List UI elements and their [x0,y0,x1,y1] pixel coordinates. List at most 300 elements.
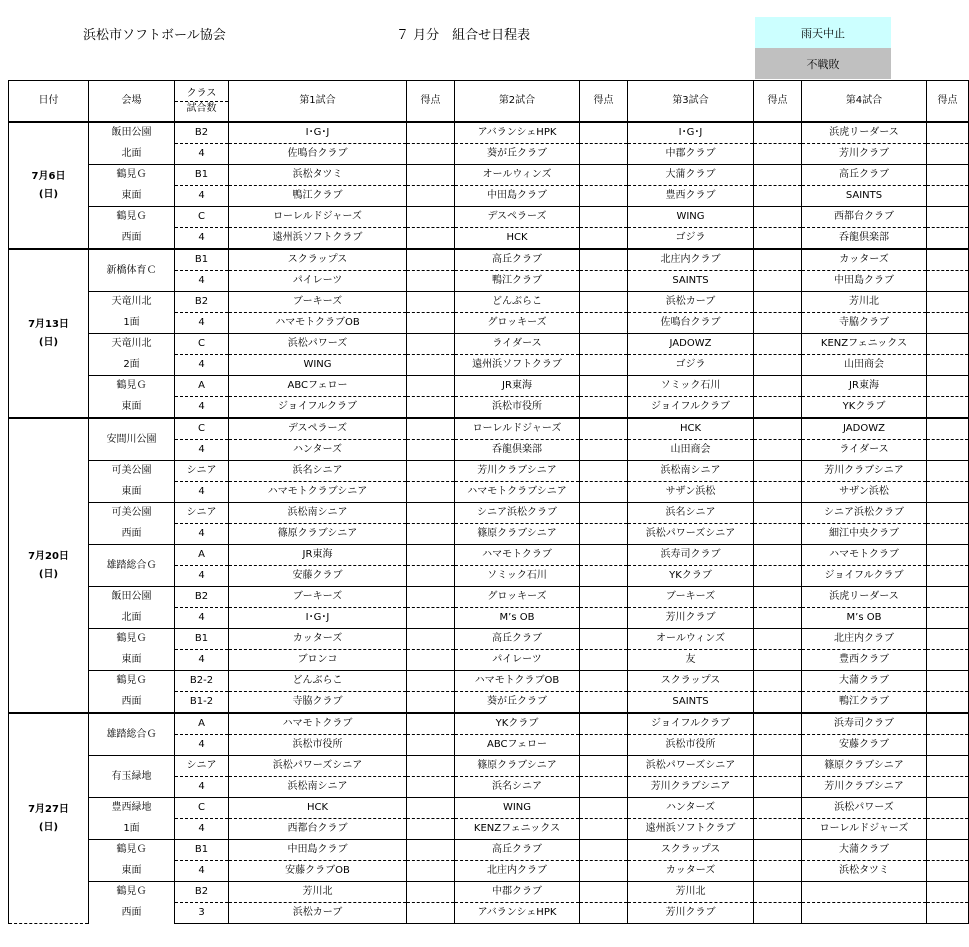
score-cell [580,903,628,924]
team-cell: 浜松カーブ [628,292,754,313]
game-count-cell: 4 [175,650,229,671]
score-cell [407,249,455,271]
score-cell [754,777,802,798]
score-cell [927,819,969,840]
table-row [9,122,969,144]
team-cell: 浜松パワーズシニア [628,524,754,545]
team-cell [802,882,927,903]
table-row [9,397,969,419]
team-cell: ジョイフルクラブ [229,397,407,419]
score-cell [754,524,802,545]
team-cell: M’s OB [455,608,580,629]
score-cell [407,503,455,524]
schedule-table [8,80,969,924]
team-cell: 鴨江クラブ [802,692,927,714]
table-row [9,355,969,376]
class-cell: A [175,545,229,566]
table-row [9,207,969,228]
score-cell [580,840,628,861]
team-cell: 安藤クラブ [802,735,927,756]
score-cell [927,756,969,777]
score-cell [580,376,628,397]
game-count-cell: 4 [175,482,229,503]
match-date [9,713,89,924]
score-cell [407,692,455,714]
header-class-top: クラス [175,87,228,102]
table-row [9,671,969,692]
team-cell: ゴジラ [628,228,754,250]
team-cell: WING [229,355,407,376]
team-cell: ジョイフルクラブ [628,713,754,735]
team-cell: サザン浜松 [628,482,754,503]
team-cell: 芳川クラブ [628,608,754,629]
table-row [9,650,969,671]
venue-name: 飯田公園 [89,587,175,608]
score-cell [580,608,628,629]
score-cell [927,903,969,924]
score-cell [754,735,802,756]
score-cell [580,292,628,313]
venue-sub: 西面 [89,228,175,250]
team-cell: HCK [628,418,754,440]
table-row [9,756,969,777]
table-row [9,186,969,207]
table-row [9,861,969,882]
team-cell: 芳川クラブシニア [802,777,927,798]
table-row [9,165,969,186]
team-cell: パイレーツ [229,271,407,292]
score-cell [407,545,455,566]
team-cell: ハマモトクラブ [455,545,580,566]
team-cell: ハマモトクラブシニア [229,482,407,503]
score-cell [580,461,628,482]
score-cell [927,545,969,566]
score-cell [580,122,628,144]
score-cell [754,756,802,777]
score-cell [407,777,455,798]
team-cell: 浜松南シニア [229,777,407,798]
class-cell: シニア [175,461,229,482]
team-cell: 遠州浜ソフトクラブ [455,355,580,376]
day-of-week: (日) [38,568,59,580]
table-row [9,903,969,924]
class-cell: B1 [175,629,229,650]
score-cell [927,397,969,419]
team-cell: SAINTS [802,186,927,207]
team-cell [802,903,927,924]
score-cell [927,144,969,165]
venue-sub: 2面 [89,355,175,376]
team-cell: カッターズ [802,249,927,271]
team-cell: 佐鳴台クラブ [628,313,754,334]
team-cell: 鴨江クラブ [455,271,580,292]
score-cell [580,249,628,271]
team-cell: 芳川北 [628,882,754,903]
score-cell [754,545,802,566]
score-cell [754,376,802,397]
score-cell [754,334,802,355]
team-cell: JADOWZ [802,418,927,440]
team-cell: 芳川北 [802,292,927,313]
game-count-cell: 4 [175,566,229,587]
score-cell [754,629,802,650]
score-cell [927,228,969,250]
venue-name: 鶴見Ｇ [89,882,175,903]
team-cell: サザン浜松 [802,482,927,503]
class-cell: B2 [175,882,229,903]
team-cell: 浜松南シニア [628,461,754,482]
class-cell: シニア [175,756,229,777]
team-cell: アバランシェHPK [455,122,580,144]
team-cell: 浜名シニア [455,777,580,798]
header-class [175,81,229,123]
score-cell [927,355,969,376]
score-cell [580,692,628,714]
score-cell [927,566,969,587]
date-label: 7月27日 [28,803,69,815]
score-cell [754,692,802,714]
team-cell: 山田商会 [802,355,927,376]
class-cell: シニア [175,503,229,524]
score-cell [580,440,628,461]
header-game4: 第4試合 [802,81,927,123]
team-cell: HCK [229,798,407,819]
team-cell: 高丘クラブ [455,840,580,861]
team-cell: YKクラブ [802,397,927,419]
score-cell [407,629,455,650]
team-cell: ソミック石川 [455,566,580,587]
team-cell: 中郡クラブ [628,144,754,165]
score-cell [754,122,802,144]
score-cell [580,798,628,819]
venue-name: 鶴見Ｇ [89,671,175,692]
team-cell: I･G･J [229,608,407,629]
score-cell [754,461,802,482]
score-cell [407,903,455,924]
score-cell [927,122,969,144]
score-cell [927,587,969,608]
game-count-cell: 4 [175,271,229,292]
team-cell: 友 [628,650,754,671]
table-row [9,228,969,250]
score-cell [754,608,802,629]
team-cell: どんぶらこ [229,671,407,692]
venue-sub: 1面 [89,313,175,334]
team-cell: JR東海 [455,376,580,397]
team-cell: ライダース [455,334,580,355]
game-count-cell: 4 [175,440,229,461]
team-cell: WING [455,798,580,819]
score-cell [927,861,969,882]
score-cell [580,313,628,334]
score-cell [754,798,802,819]
table-row [9,545,969,566]
team-cell: グロッキーズ [455,313,580,334]
score-cell [580,882,628,903]
team-cell: ライダース [802,440,927,461]
score-cell [407,334,455,355]
venue-sub: 1面 [89,819,175,840]
venue-sub: 北面 [89,608,175,629]
class-cell: B1 [175,840,229,861]
table-row [9,587,969,608]
table-row [9,840,969,861]
game-count-cell: 4 [175,355,229,376]
table-row [9,461,969,482]
team-cell: 安藤クラブ [229,566,407,587]
team-cell: WING [628,207,754,228]
header-game1: 第1試合 [229,81,407,123]
team-cell: 大蒲クラブ [802,671,927,692]
team-cell: 浜名シニア [628,503,754,524]
team-cell: 浜寿司クラブ [628,545,754,566]
team-cell: 北庄内クラブ [802,629,927,650]
team-cell: 中田島クラブ [229,840,407,861]
score-cell [927,524,969,545]
team-cell: 大蒲クラブ [802,840,927,861]
team-cell: ローレルドジャーズ [229,207,407,228]
venue-name: 鶴見Ｇ [89,376,175,397]
score-cell [754,819,802,840]
team-cell: 呑龍倶楽部 [802,228,927,250]
score-cell [927,503,969,524]
header-score2: 得点 [580,81,628,123]
team-cell: 浜松パワーズ [802,798,927,819]
score-cell [407,228,455,250]
score-cell [754,271,802,292]
team-cell: 浜虎リーダース [802,122,927,144]
team-cell: 西都台クラブ [229,819,407,840]
table-row [9,418,969,440]
score-cell [754,355,802,376]
team-cell: 呑龍倶楽部 [455,440,580,461]
venue-name: 可美公園 [89,503,175,524]
team-cell: 浜松タツミ [802,861,927,882]
header-game3: 第3試合 [628,81,754,123]
score-cell [407,440,455,461]
team-cell: 高丘クラブ [455,629,580,650]
score-cell [407,207,455,228]
team-cell: 浜松市役所 [229,735,407,756]
score-cell [580,334,628,355]
score-cell [927,671,969,692]
score-cell [407,650,455,671]
team-cell: 豊西クラブ [628,186,754,207]
score-cell [580,186,628,207]
team-cell: ソミック石川 [628,376,754,397]
team-cell: 遠州浜ソフトクラブ [628,819,754,840]
table-row [9,482,969,503]
team-cell: YKクラブ [628,566,754,587]
score-cell [580,671,628,692]
team-cell: 芳川クラブ [628,903,754,924]
score-cell [754,292,802,313]
legend-forfeit: 不戦敗 [755,48,891,79]
table-row [9,334,969,355]
venue-name: 可美公園 [89,461,175,482]
header-class-bottom: 試合数 [186,102,217,114]
team-cell: ハマモトクラブシニア [455,482,580,503]
table-row [9,292,969,313]
team-cell: 浜松パワーズシニア [628,756,754,777]
team-cell: カッターズ [628,861,754,882]
score-cell [927,313,969,334]
team-cell: 鴨江クラブ [229,186,407,207]
venue-name: 天竜川北 [89,334,175,355]
team-cell: 浜松市役所 [455,397,580,419]
team-cell: 浜寿司クラブ [802,713,927,735]
team-cell: I･G･J [628,122,754,144]
score-cell [754,249,802,271]
team-cell: 浜松パワーズシニア [229,756,407,777]
table-row [9,249,969,271]
team-cell: 豊西クラブ [802,650,927,671]
venue-sub: 西面 [89,903,175,924]
score-cell [407,292,455,313]
day-of-week: (日) [38,336,59,348]
score-cell [407,122,455,144]
score-cell [407,482,455,503]
team-cell: 細江中央クラブ [802,524,927,545]
team-cell: JADOWZ [628,334,754,355]
team-cell: 遠州浜ソフトクラブ [229,228,407,250]
score-cell [407,376,455,397]
class-cell: C [175,207,229,228]
team-cell: 寺脇クラブ [802,313,927,334]
team-cell: 篠原クラブシニア [455,756,580,777]
score-cell [407,798,455,819]
score-cell [407,355,455,376]
match-date [9,418,89,713]
score-cell [580,713,628,735]
team-cell: ハンターズ [628,798,754,819]
score-cell [927,692,969,714]
score-cell [407,671,455,692]
class-cell: B2 [175,587,229,608]
score-cell [927,629,969,650]
team-cell: 浜名シニア [229,461,407,482]
team-cell: ジョイフルクラブ [802,566,927,587]
class-cell: A [175,713,229,735]
score-cell [754,144,802,165]
score-cell [580,650,628,671]
venue-sub: 東面 [89,650,175,671]
team-cell: YKクラブ [455,713,580,735]
score-cell [580,418,628,440]
venue-name: 豊西緑地 [89,798,175,819]
score-cell [927,207,969,228]
header-venue: 会場 [89,81,175,123]
day-of-week: (日) [38,821,59,833]
team-cell: 篠原クラブシニア [455,524,580,545]
team-cell: 芳川クラブシニア [455,461,580,482]
team-cell: ハマモトクラブOB [455,671,580,692]
score-cell [407,186,455,207]
team-cell: ハマモトクラブ [229,713,407,735]
table-row [9,798,969,819]
score-cell [927,650,969,671]
schedule-title: ７ 月分 組合せ日程表 [396,28,531,43]
game-count-cell: 4 [175,861,229,882]
table-row [9,144,969,165]
score-cell [407,165,455,186]
team-cell: ゴジラ [628,355,754,376]
team-cell: ブロンコ [229,650,407,671]
team-cell: M’s OB [802,608,927,629]
score-cell [407,735,455,756]
score-cell [407,271,455,292]
game-count-cell: 4 [175,819,229,840]
team-cell: ハンターズ [229,440,407,461]
team-cell: 中田島クラブ [455,186,580,207]
score-cell [407,861,455,882]
header-score1: 得点 [407,81,455,123]
team-cell: 芳川クラブ [802,144,927,165]
score-cell [927,482,969,503]
team-cell: SAINTS [628,271,754,292]
score-cell [927,186,969,207]
score-cell [580,165,628,186]
score-cell [927,271,969,292]
score-cell [754,840,802,861]
score-cell [927,735,969,756]
team-cell: ABCフェロー [229,376,407,397]
score-cell [407,840,455,861]
team-cell: スクラップス [628,671,754,692]
date-label: 7月13日 [28,318,69,330]
score-cell [407,819,455,840]
score-cell [754,207,802,228]
game-count-cell: 4 [175,313,229,334]
team-cell: どんぶらこ [455,292,580,313]
match-date [9,122,89,249]
team-cell: デスペラーズ [229,418,407,440]
date-label: 7月20日 [28,550,69,562]
team-cell: HCK [455,228,580,250]
team-cell: 山田商会 [628,440,754,461]
score-cell [407,524,455,545]
team-cell: オールウィンズ [455,165,580,186]
score-cell [927,461,969,482]
team-cell: アバランシェHPK [455,903,580,924]
venue-name: 鶴見Ｇ [89,165,175,186]
score-cell [407,713,455,735]
header-score4: 得点 [927,81,969,123]
venue-sub: 東面 [89,186,175,207]
team-cell: ローレルドジャーズ [802,819,927,840]
score-cell [580,566,628,587]
venue-name: 鶴見Ｇ [89,207,175,228]
table-row [9,608,969,629]
score-cell [580,756,628,777]
score-cell [754,566,802,587]
game-count-cell: 4 [175,228,229,250]
score-cell [407,397,455,419]
team-cell: I･G･J [229,122,407,144]
team-cell: 大蒲クラブ [628,165,754,186]
table-row [9,819,969,840]
score-cell [754,671,802,692]
score-cell [927,440,969,461]
score-cell [927,292,969,313]
team-cell: 葵が丘クラブ [455,692,580,714]
score-cell [580,524,628,545]
venue-name: 飯田公園 [89,122,175,144]
score-cell [407,144,455,165]
game-count-cell: 4 [175,144,229,165]
header-date: 日付 [9,81,89,123]
header-game2: 第2試合 [455,81,580,123]
